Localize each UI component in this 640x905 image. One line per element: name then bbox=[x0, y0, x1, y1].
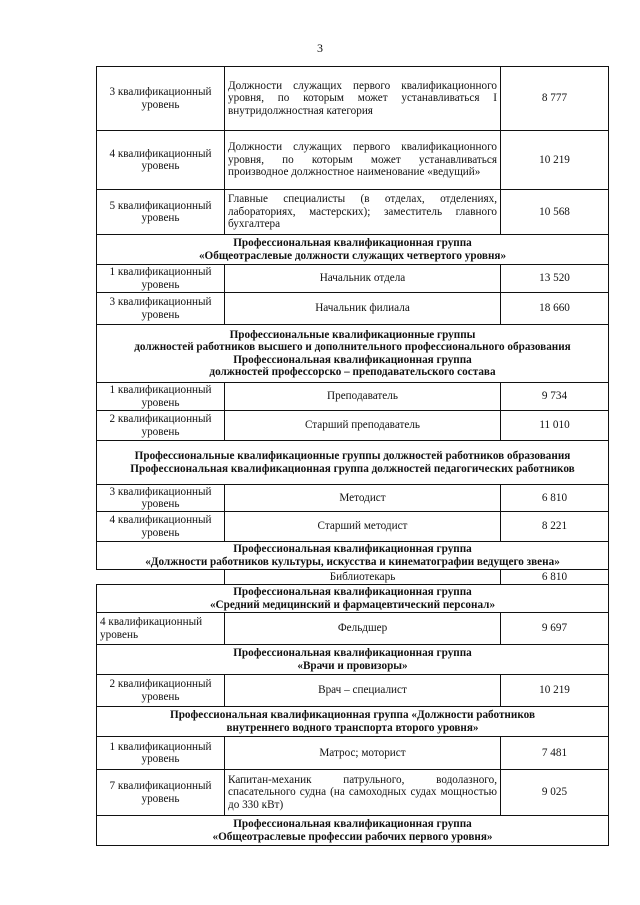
group-header-row bbox=[97, 235, 609, 265]
salary-cell: 9 697 bbox=[501, 613, 609, 645]
group-header-line: должностей работников высшего и дополнительного профессионального образования bbox=[134, 341, 571, 354]
group-header bbox=[97, 325, 609, 383]
table-row bbox=[97, 570, 609, 585]
level-cell: 5 квалификационный уровень bbox=[97, 190, 225, 235]
group-header-line: Профессиональная квалификационная группа bbox=[233, 237, 472, 250]
level-cell: 1 квалификационный уровень bbox=[97, 737, 225, 770]
table-row bbox=[97, 613, 609, 645]
position-cell: Фельдшер bbox=[225, 613, 501, 645]
position-cell: Врач – специалист bbox=[225, 675, 501, 707]
level-cell: 7 квалификационный уровень bbox=[97, 770, 225, 816]
level-cell bbox=[97, 570, 225, 585]
salary-cell: 10 219 bbox=[501, 131, 609, 190]
group-header-line: Профессиональная квалификационная группа bbox=[233, 818, 472, 831]
group-header bbox=[97, 816, 609, 846]
table-row bbox=[97, 293, 609, 325]
level-cell: 4 квалификационный уровень bbox=[97, 613, 225, 645]
group-header-line: «Врачи и провизоры» bbox=[297, 659, 408, 672]
salary-table bbox=[96, 66, 609, 846]
group-header-row bbox=[97, 707, 609, 737]
table-row bbox=[97, 737, 609, 770]
table-row bbox=[97, 190, 609, 235]
table-row bbox=[97, 131, 609, 190]
table-row bbox=[97, 485, 609, 512]
level-cell: 2 квалификационный уровень bbox=[97, 675, 225, 707]
group-header bbox=[97, 645, 609, 675]
table-row bbox=[97, 512, 609, 542]
position-cell: Должности служащих первого квалификационного уровня, по которым может устанавливаться I внутридолжностная категория bbox=[225, 67, 501, 131]
group-header-row bbox=[97, 542, 609, 570]
group-header-row bbox=[97, 816, 609, 846]
group-header-line: Профессиональная квалификационная группа bbox=[233, 353, 472, 366]
salary-cell: 11 010 bbox=[501, 411, 609, 441]
group-header-line: «Общеотраслевые профессии рабочих первого уровня» bbox=[212, 830, 493, 843]
position-cell: Методист bbox=[225, 485, 501, 512]
group-header-line: Профессиональные квалификационные группы должностей работников образования bbox=[134, 450, 571, 463]
group-header-line: Профессиональная квалификационная группа должностей педагогических работников bbox=[130, 462, 575, 475]
position-cell: Старший преподаватель bbox=[225, 411, 501, 441]
level-cell: 4 квалификационный уровень bbox=[97, 131, 225, 190]
salary-cell: 9 734 bbox=[501, 383, 609, 411]
level-cell: 1 квалификационный уровень bbox=[97, 383, 225, 411]
salary-cell: 9 025 bbox=[501, 770, 609, 816]
table-row bbox=[97, 265, 609, 293]
group-header-row bbox=[97, 645, 609, 675]
group-header-row bbox=[97, 585, 609, 613]
table-row bbox=[97, 411, 609, 441]
group-header-line: «Должности работников культуры, искусства и кинематографии ведущего звена» bbox=[145, 555, 560, 568]
position-cell: Старший методист bbox=[225, 512, 501, 542]
position-cell: Библиотекарь bbox=[225, 570, 501, 585]
page-number: 3 bbox=[317, 41, 323, 55]
group-header bbox=[97, 585, 609, 613]
level-cell: 1 квалификационный уровень bbox=[97, 265, 225, 293]
salary-cell: 10 568 bbox=[501, 190, 609, 235]
salary-cell: 18 660 bbox=[501, 293, 609, 325]
table-row bbox=[97, 67, 609, 131]
salary-cell: 10 219 bbox=[501, 675, 609, 707]
table-row bbox=[97, 675, 609, 707]
position-cell: Главные специалисты (в отделах, отделениях, лабораториях, мастерских); заместитель главного бухгалтера bbox=[225, 190, 501, 235]
group-header bbox=[97, 542, 609, 570]
salary-cell: 8 221 bbox=[501, 512, 609, 542]
position-cell: Начальник отдела bbox=[225, 265, 501, 293]
group-header-line: Профессиональная квалификационная группа bbox=[233, 586, 472, 599]
table-row bbox=[97, 383, 609, 411]
level-cell: 4 квалификационный уровень bbox=[97, 512, 225, 542]
salary-cell: 6 810 bbox=[501, 570, 609, 585]
group-header-row bbox=[97, 441, 609, 485]
group-header-line: «Средний медицинский и фармацевтический персонал» bbox=[209, 598, 496, 611]
salary-cell: 7 481 bbox=[501, 737, 609, 770]
position-cell: Преподаватель bbox=[225, 383, 501, 411]
level-cell: 3 квалификационный уровень bbox=[97, 485, 225, 512]
table-row bbox=[97, 770, 609, 816]
position-cell: Матрос; моторист bbox=[225, 737, 501, 770]
level-cell: 3 квалификационный уровень bbox=[97, 293, 225, 325]
group-header-line: Профессиональные квалификационные группы bbox=[229, 328, 476, 341]
group-header-line: Профессиональная квалификационная группа bbox=[233, 543, 472, 556]
salary-cell: 8 777 bbox=[501, 67, 609, 131]
group-header bbox=[97, 235, 609, 265]
group-header-line: должностей профессорско – преподавательского состава bbox=[209, 365, 496, 378]
group-header bbox=[97, 441, 609, 485]
level-cell: 2 квалификационный уровень bbox=[97, 411, 225, 441]
position-cell: Капитан-механик патрульного, водолазного, спасательного судна (на самоходных судах мощностью до 330 кВт) bbox=[225, 770, 501, 816]
salary-cell: 13 520 bbox=[501, 265, 609, 293]
group-header-row bbox=[97, 325, 609, 383]
group-header-line: «Общеотраслевые должности служащих четвертого уровня» bbox=[198, 249, 507, 262]
group-header-line: внутреннего водного транспорта второго уровня» bbox=[226, 721, 479, 734]
salary-cell: 6 810 bbox=[501, 485, 609, 512]
position-cell: Должности служащих первого квалификационного уровня, по которым может устанавливаться производное должностное наименование «ведущий» bbox=[225, 131, 501, 190]
group-header-line: Профессиональная квалификационная группа «Должности работников bbox=[170, 709, 535, 722]
level-cell: 3 квалификационный уровень bbox=[97, 67, 225, 131]
group-header-line: Профессиональная квалификационная группа bbox=[233, 647, 472, 660]
position-cell: Начальник филиала bbox=[225, 293, 501, 325]
group-header bbox=[97, 707, 609, 737]
